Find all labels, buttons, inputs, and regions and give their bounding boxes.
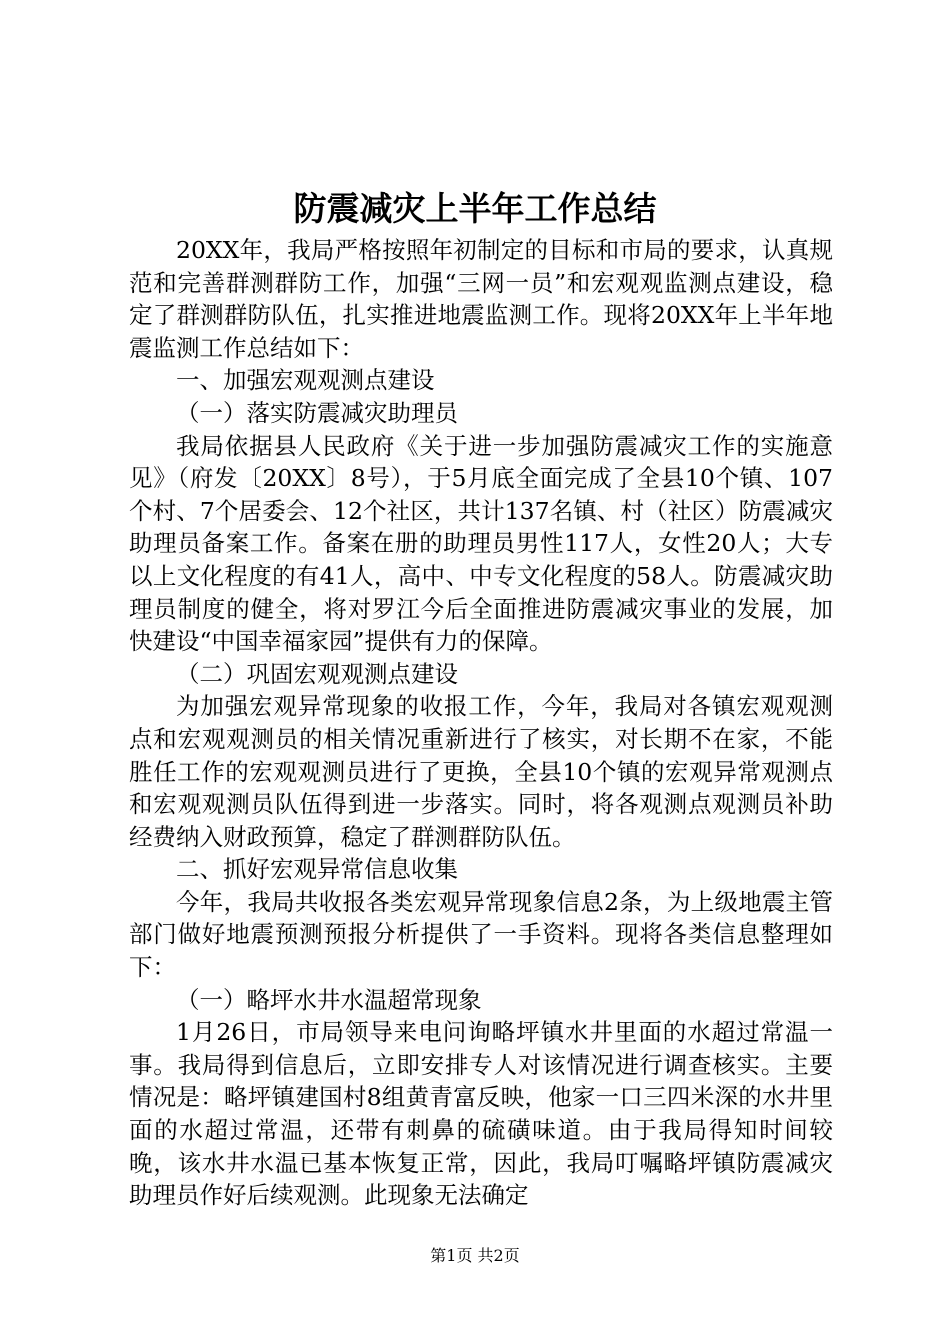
body-paragraph: 为加强宏观异常现象的收报工作，今年，我局对各镇宏观观测点和宏观观测员的相关情况重新进行了核实，对长期不在家，不能胜任工作的宏观观测员进行了更换，全县10个镇的宏观异常观测点和宏观观测员队伍得到进一步落实。同时，将各观测点观测员补助经费纳入财政预算，稳定了群测群防队伍。 — [129, 692, 833, 851]
section-heading-1: 一、加强宏观观测点建设 — [176, 366, 435, 395]
page-footer: 第1页 共2页 — [430, 1246, 520, 1265]
subsection-heading-1-2: （二）巩固宏观观测点建设 — [176, 659, 458, 688]
document-title: 防震减灾上半年工作总结 — [293, 189, 657, 228]
body-paragraph: 今年，我局共收报各类宏观异常现象信息2条，为上级地震主管部门做好地震预测预报分析提供了一手资料。现将各类信息整理如下： — [129, 887, 833, 982]
section-heading-2: 二、抓好宏观异常信息收集 — [176, 855, 458, 884]
document-body — [129, 234, 833, 1212]
subsection-heading-2-1: （一）略坪水井水温超常现象 — [176, 985, 482, 1014]
body-paragraph: 我局依据县人民政府《关于进一步加强防震减灾工作的实施意见》（府发〔20XX〕8号），于5月底全面完成了全县10个镇、107个村、7个居委会、12个社区，共计137名镇、村（社区）防震减灾助理员备案工作。备案在册的助理员男性117人，女性20人；大专以上文化程度的有41人，高中、中专文化程度的58人。防震减灾助理员制度的健全，将对罗江今后全面推进防震减灾事业的发展，加快建设“中国幸福家园”提供有力的保障。 — [129, 431, 833, 656]
subsection-heading-1-1: （一）落实防震减灾助理员 — [176, 398, 458, 427]
body-paragraph: 1月26日，市局领导来电问询略坪镇水井里面的水超过常温一事。我局得到信息后，立即安排专人对该情况进行调查核实。主要情况是：略坪镇建国村8组黄青富反映，他家一口三四米深的水井里面的水超过常温，还带有刺鼻的硫磺味道。由于我局得知时间较晚，该水井水温已基本恢复正常，因此，我局叮嘱略坪镇防震减灾助理员作好后续观测。此现象无法确定 — [129, 1018, 833, 1210]
intro-paragraph: 20XX年，我局严格按照年初制定的目标和市局的要求，认真规范和完善群测群防工作，加强“三网一员”和宏观观监测点建设，稳定了群测群防队伍，扎实推进地震监测工作。现将20XX年上半年地震监测工作总结如下： — [129, 236, 833, 362]
